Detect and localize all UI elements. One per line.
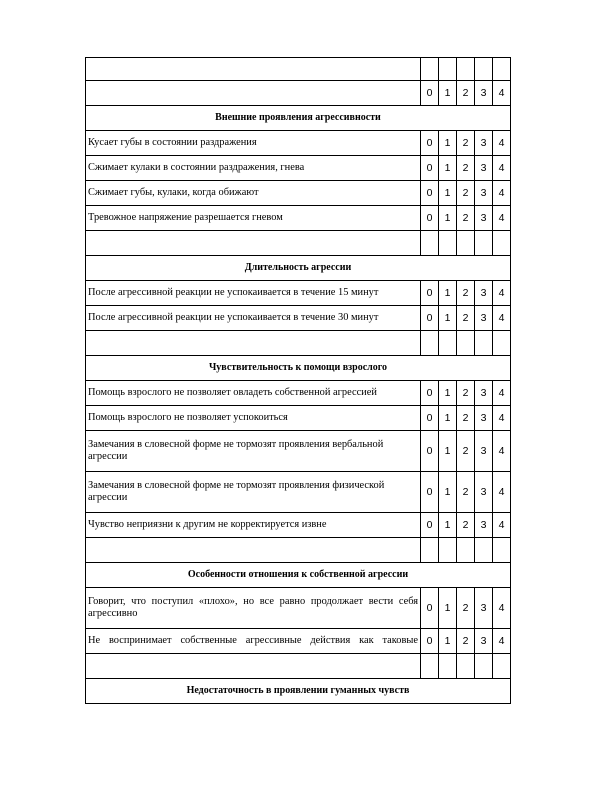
score-cell <box>439 331 457 356</box>
score-option[interactable]: 3 <box>475 306 493 331</box>
empty-cell <box>86 654 421 679</box>
section-heading-row <box>86 356 511 381</box>
score-option[interactable]: 2 <box>457 181 475 206</box>
score-option[interactable]: 1 <box>439 131 457 156</box>
score-option[interactable]: 4 <box>493 131 511 156</box>
score-cell <box>457 538 475 563</box>
item-label: Не воспринимает собственные агрессивные действия как таковые <box>86 629 421 654</box>
score-option[interactable]: 3 <box>475 513 493 538</box>
section-heading: Особенности отношения к собственной агрессии <box>86 563 511 588</box>
score-cell <box>439 654 457 679</box>
score-option[interactable]: 2 <box>457 406 475 431</box>
score-option[interactable]: 2 <box>457 156 475 181</box>
score-option[interactable]: 0 <box>421 156 439 181</box>
score-option[interactable]: 4 <box>493 431 511 472</box>
section-heading: Внешние проявления агрессивности <box>86 106 511 131</box>
item-row <box>86 406 511 431</box>
item-label: После агрессивной реакции не успокаивается в течение 30 минут <box>86 306 421 331</box>
item-label: После агрессивной реакции не успокаивается в течение 15 минут <box>86 281 421 306</box>
score-option[interactable]: 3 <box>475 406 493 431</box>
item-row <box>86 513 511 538</box>
score-option[interactable]: 0 <box>421 513 439 538</box>
score-cell <box>421 538 439 563</box>
score-option[interactable]: 1 <box>439 513 457 538</box>
score-cell <box>439 538 457 563</box>
score-option[interactable]: 1 <box>439 406 457 431</box>
score-option[interactable]: 2 <box>457 431 475 472</box>
score-option[interactable]: 2 <box>457 131 475 156</box>
item-label: Говорит, что поступил «плохо», но все равно продолжает вести себя агрессивно <box>86 588 421 629</box>
score-option[interactable]: 4 <box>493 588 511 629</box>
score-option[interactable]: 4 <box>493 281 511 306</box>
section-heading-row <box>86 256 511 281</box>
score-cell <box>475 231 493 256</box>
score-option[interactable]: 1 <box>439 206 457 231</box>
score-cell <box>457 231 475 256</box>
score-option[interactable]: 4 <box>493 629 511 654</box>
item-row <box>86 306 511 331</box>
item-row <box>86 181 511 206</box>
score-option[interactable]: 4 <box>493 206 511 231</box>
score-option[interactable]: 3 <box>475 381 493 406</box>
table-body <box>86 58 511 704</box>
empty-cell <box>86 81 421 106</box>
score-option[interactable]: 0 <box>421 381 439 406</box>
empty-row <box>86 58 511 81</box>
empty-row <box>86 538 511 563</box>
score-option[interactable]: 3 <box>475 181 493 206</box>
score-cell <box>421 231 439 256</box>
item-row <box>86 281 511 306</box>
score-option[interactable]: 4 <box>493 472 511 513</box>
item-label: Замечания в словесной форме не тормозят проявления физической агрессии <box>86 472 421 513</box>
item-label: Помощь взрослого не позволяет успокоиться <box>86 406 421 431</box>
item-row <box>86 588 511 629</box>
score-option[interactable]: 1 <box>439 281 457 306</box>
section-heading-row <box>86 679 511 704</box>
empty-cell <box>86 231 421 256</box>
score-option[interactable]: 2 <box>457 306 475 331</box>
score-cell <box>493 538 511 563</box>
item-label: Замечания в словесной форме не тормозят проявления вербальной агрессии <box>86 431 421 472</box>
score-option[interactable]: 0 <box>421 206 439 231</box>
score-cell <box>493 231 511 256</box>
score-option[interactable]: 0 <box>421 406 439 431</box>
score-cell: 2 <box>457 81 475 106</box>
score-cell <box>457 58 475 81</box>
score-option[interactable]: 1 <box>439 156 457 181</box>
score-cell <box>457 654 475 679</box>
empty-row <box>86 331 511 356</box>
section-heading: Чувствительность к помощи взрослого <box>86 356 511 381</box>
item-row <box>86 381 511 406</box>
aggression-scale-table <box>85 57 511 704</box>
score-option[interactable]: 3 <box>475 156 493 181</box>
score-cell <box>493 654 511 679</box>
score-cell <box>421 331 439 356</box>
score-option[interactable]: 2 <box>457 588 475 629</box>
score-cell <box>475 58 493 81</box>
score-cell <box>493 58 511 81</box>
score-option[interactable]: 4 <box>493 381 511 406</box>
score-option[interactable]: 2 <box>457 629 475 654</box>
score-cell <box>475 654 493 679</box>
score-option[interactable]: 1 <box>439 181 457 206</box>
item-row <box>86 131 511 156</box>
item-label: Кусает губы в состоянии раздражения <box>86 131 421 156</box>
score-option[interactable]: 3 <box>475 629 493 654</box>
score-option[interactable]: 4 <box>493 306 511 331</box>
empty-cell <box>86 331 421 356</box>
score-cell <box>421 58 439 81</box>
score-cell <box>439 231 457 256</box>
score-option[interactable]: 1 <box>439 629 457 654</box>
section-heading: Недостаточность в проявлении гуманных чувств <box>86 679 511 704</box>
score-cell <box>439 58 457 81</box>
section-heading-row <box>86 106 511 131</box>
score-option[interactable]: 3 <box>475 588 493 629</box>
score-option[interactable]: 1 <box>439 588 457 629</box>
score-option[interactable]: 4 <box>493 406 511 431</box>
empty-cell <box>86 58 421 81</box>
score-option[interactable]: 3 <box>475 206 493 231</box>
score-option[interactable]: 0 <box>421 281 439 306</box>
score-option[interactable]: 1 <box>439 431 457 472</box>
score-option[interactable]: 4 <box>493 181 511 206</box>
item-row <box>86 206 511 231</box>
score-option[interactable]: 3 <box>475 281 493 306</box>
item-label: Сжимает губы, кулаки, когда обижают <box>86 181 421 206</box>
score-option[interactable]: 2 <box>457 381 475 406</box>
item-label: Сжимает кулаки в состоянии раздражения, гнева <box>86 156 421 181</box>
score-cell <box>475 331 493 356</box>
score-option[interactable]: 1 <box>439 472 457 513</box>
score-option[interactable]: 3 <box>475 472 493 513</box>
score-cell: 3 <box>475 81 493 106</box>
score-option[interactable]: 2 <box>457 472 475 513</box>
score-option[interactable]: 0 <box>421 472 439 513</box>
score-option[interactable]: 0 <box>421 131 439 156</box>
score-option[interactable]: 0 <box>421 181 439 206</box>
score-option[interactable]: 4 <box>493 156 511 181</box>
empty-cell <box>86 538 421 563</box>
score-option[interactable]: 3 <box>475 131 493 156</box>
score-cell: 0 <box>421 81 439 106</box>
score-option[interactable]: 1 <box>439 306 457 331</box>
item-row <box>86 431 511 472</box>
item-row <box>86 629 511 654</box>
empty-row <box>86 81 511 106</box>
score-cell <box>475 538 493 563</box>
score-option[interactable]: 2 <box>457 206 475 231</box>
score-cell <box>457 331 475 356</box>
section-heading-row <box>86 563 511 588</box>
score-option[interactable]: 1 <box>439 381 457 406</box>
item-row <box>86 156 511 181</box>
score-option[interactable]: 3 <box>475 431 493 472</box>
score-cell <box>421 654 439 679</box>
empty-row <box>86 654 511 679</box>
score-option[interactable]: 0 <box>421 629 439 654</box>
score-cell: 1 <box>439 81 457 106</box>
score-option[interactable]: 0 <box>421 306 439 331</box>
item-row <box>86 472 511 513</box>
empty-row <box>86 231 511 256</box>
score-cell: 4 <box>493 81 511 106</box>
score-option[interactable]: 2 <box>457 513 475 538</box>
section-heading: Длительность агрессии <box>86 256 511 281</box>
score-option[interactable]: 0 <box>421 588 439 629</box>
score-cell <box>493 331 511 356</box>
score-option[interactable]: 2 <box>457 281 475 306</box>
score-option[interactable]: 0 <box>421 431 439 472</box>
item-label: Чувство неприязни к другим не корректируется извне <box>86 513 421 538</box>
item-label: Помощь взрослого не позволяет овладеть собственной агрессией <box>86 381 421 406</box>
score-option[interactable]: 4 <box>493 513 511 538</box>
item-label: Тревожное напряжение разрешается гневом <box>86 206 421 231</box>
